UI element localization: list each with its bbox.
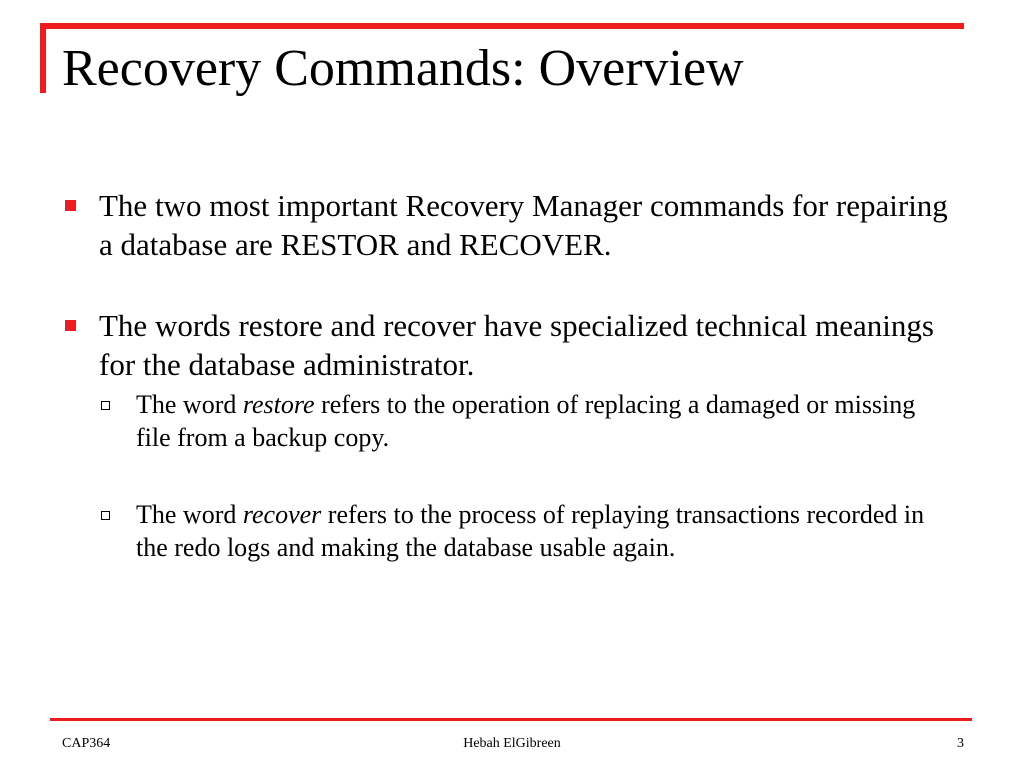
square-bullet-icon: [65, 320, 76, 331]
sub-bullet-item: [99, 388, 926, 454]
square-bullet-icon: [65, 200, 76, 211]
sub-bullet-emphasis: recover: [242, 500, 322, 529]
sub-bullet-prefix: The word: [136, 390, 243, 419]
bullet-item: [62, 306, 962, 384]
title-accent-bar-horizontal: [40, 23, 964, 29]
footer-divider: [50, 718, 972, 721]
footer-page-number: 3: [957, 736, 964, 751]
sub-bullet-emphasis: restore: [242, 390, 315, 419]
hollow-square-bullet-icon: [101, 401, 110, 410]
footer-author: Hebah ElGibreen: [463, 736, 561, 751]
bullet-item: [62, 186, 962, 264]
slide-content: [62, 186, 962, 564]
footer-course: CAP364: [62, 736, 111, 751]
slide-title: Recovery Commands: Overview: [62, 40, 744, 97]
sub-bullet-item: [99, 498, 926, 564]
bullet-text: The two most important Recovery Manager commands for repairing a database are RESTOR and RECOVER.: [99, 188, 948, 262]
sub-bullet-suffix: refers to the operation of replacing a damaged or missing file from a backup copy.: [136, 390, 916, 452]
sub-bullet-suffix: refers to the process of replaying transactions recorded in the redo logs and making the database usable again.: [136, 500, 925, 562]
bullet-text: The words restore and recover have specialized technical meanings for the database administrator.: [99, 308, 934, 382]
title-accent-bar-vertical: [40, 23, 46, 93]
hollow-square-bullet-icon: [101, 511, 110, 520]
sub-bullet-prefix: The word: [136, 500, 243, 529]
